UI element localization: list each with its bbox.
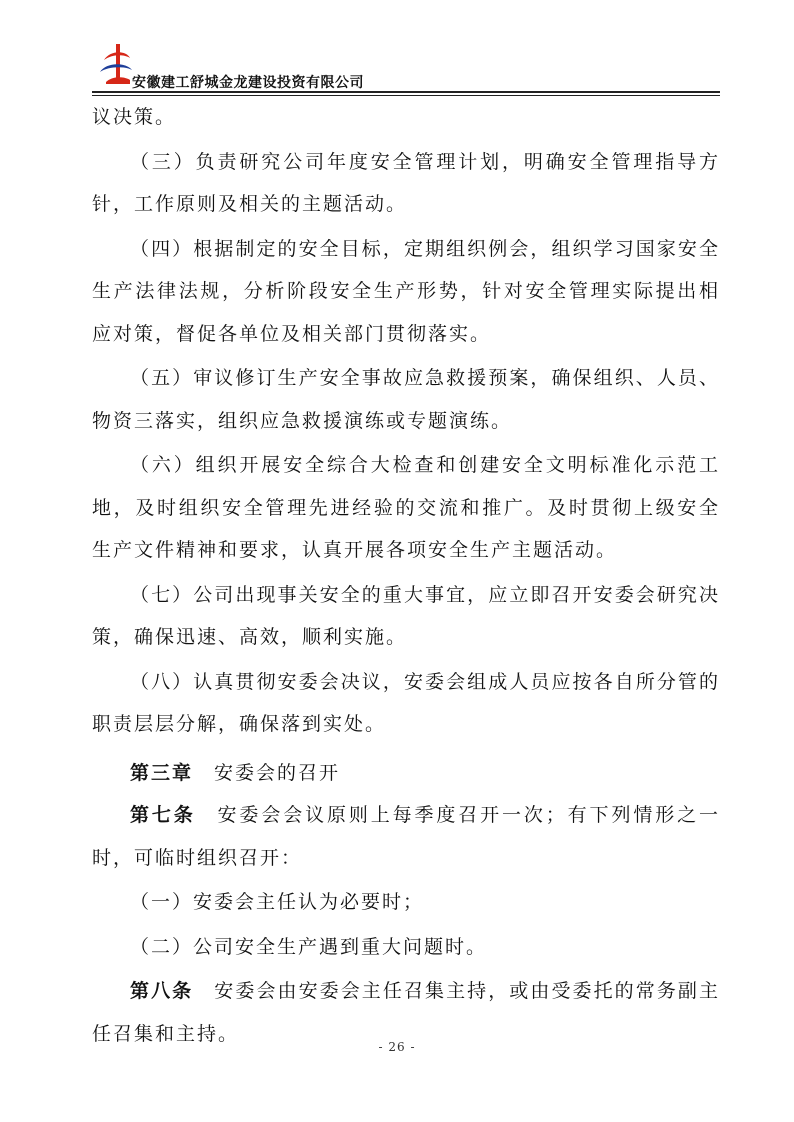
- paragraph: （三）负责研究公司年度安全管理计划，明确安全管理指导方针，工作原则及相关的主题活动。: [92, 150, 720, 215]
- header-rule-thick: [92, 91, 720, 93]
- paragraph: （五）审议修订生产安全事故应急救援预案，确保组织、人员、物资三落实，组织应急救援演练或专题演练。: [92, 367, 720, 432]
- company-name: 安徽建工舒城金龙建设投资有限公司: [132, 75, 364, 91]
- chapter-heading: [92, 752, 720, 795]
- list-item: （二）公司安全生产遇到重大问题时。: [130, 935, 488, 958]
- article-7-text: 安委会会议原则上每季度召开一次；有下列情形之一时，可临时组织召开：: [92, 804, 720, 869]
- chapter-title: 安委会的召开: [214, 761, 341, 784]
- article-8-text: 安委会由安委会主任召集主持，或由受委托的常务副主任召集和主持。: [92, 980, 720, 1045]
- article-7: [92, 794, 720, 879]
- article-7-label: 第七条: [130, 804, 196, 826]
- paragraph: （八）认真贯彻安委会决议，安委会组成人员应按各自所分管的职责层层分解，确保落到实处。: [92, 670, 720, 735]
- paragraph: （六）组织开展安全综合大检查和创建安全文明标准化示范工地，及时组织安全管理先进经验的交流和推广。及时贯彻上级安全生产文件精神和要求，认真开展各项安全生产主题活动。: [92, 454, 720, 561]
- paragraph: （四）根据制定的安全目标，定期组织例会，组织学习国家安全生产法律法规，分析阶段安全生产形势，针对安全管理实际提出相应对策，督促各单位及相关部门贯彻落实。: [92, 237, 720, 345]
- article-8-label: 第八条: [130, 980, 194, 1002]
- list-item: （一）安委会主任认为必要时；: [130, 891, 425, 913]
- page-header: [92, 42, 720, 98]
- chapter-label: 第三章: [130, 761, 194, 784]
- company-logo-icon: [96, 42, 136, 88]
- document-body: [92, 96, 720, 1055]
- page-number: - 26 -: [378, 1040, 416, 1054]
- paragraph: 议决策。: [92, 106, 177, 128]
- paragraph: （七）公司出现事关安全的重大事宜，应立即召开安委会研究决策，确保迅速、高效，顺利实施。: [92, 583, 720, 648]
